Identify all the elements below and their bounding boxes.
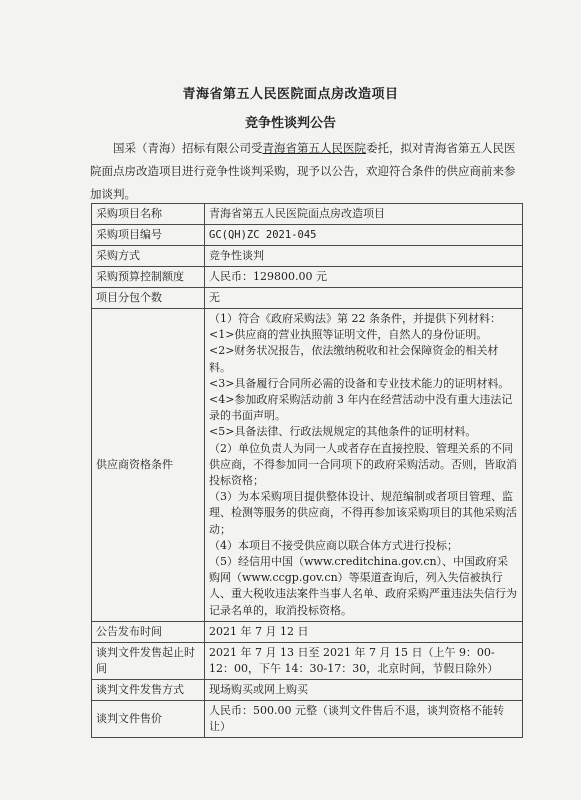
procurement-info-table	[91, 203, 523, 738]
row-value: GC(QH)ZC 2021-045	[205, 225, 523, 246]
qualification-line: （3）为本采购项目提供整体设计、规范编制或者项目管理、监理、检测等服务的供应商，不得再参加该采购项目的其他采购活动；	[209, 490, 517, 536]
row-value: 人民币：500.00 元整（谈判文件售后不退，谈判资格不能转让）	[205, 700, 523, 737]
row-value: 青海省第五人民医院面点房改造项目	[205, 204, 523, 225]
row-label: 采购方式	[92, 246, 205, 267]
row-label: 公告发布时间	[92, 621, 205, 642]
qualification-line: （2）单位负责人为同一人或者存在直接控股、管理关系的不同供应商，不得参加同一合同项下的政府采购活动。否则，皆取消投标资格；	[209, 441, 517, 488]
table-row	[92, 642, 523, 679]
qualification-line: <1>供应商的营业执照等证明文件，自然人的身份证明。	[209, 328, 488, 342]
qualification-list	[205, 309, 523, 622]
intro-text-2: 委托，拟对青海省第五人民医院面点房改造项目进行竞争性谈判采购，现予以公告，欢迎符合条件的供应商前来参加谈判。	[90, 141, 516, 201]
row-label: 项目分包个数	[92, 288, 205, 309]
buyer-name: 青海省第五人民医院	[262, 141, 366, 155]
table-row	[92, 621, 523, 642]
row-label: 采购项目编号	[92, 225, 205, 246]
document-title: 青海省第五人民医院面点房改造项目	[182, 87, 399, 102]
intro-paragraph	[90, 137, 520, 206]
table-row	[92, 225, 523, 246]
row-value: 现场购买或网上购买	[205, 679, 523, 700]
row-value: 无	[205, 288, 523, 309]
row-label: 采购预算控制额度	[92, 267, 205, 288]
qualification-line: （1）符合《政府采购法》第 22 条条件，并提供下列材料：	[209, 312, 501, 325]
qualification-line: （5）经信用中国（www.creditchina.gov.cn）、中国政府采购网（www.ccgp.gov.cn）等渠道查询后，列入失信被执行人、重大税收违法案件当事人名单、政府采购严重违法失信行为记录名单的，取消投标资格。	[209, 555, 517, 617]
document-subtitle: 竞争性谈判公告	[244, 116, 336, 131]
table-row	[92, 267, 523, 288]
table-row	[92, 679, 523, 700]
row-label: 谈判文件发售起止时间	[92, 642, 205, 679]
row-value: 人民币：129800.00 元	[205, 267, 523, 288]
table-row	[92, 700, 523, 737]
row-value: 2021 年 7 月 12 日	[205, 621, 523, 642]
table-row	[92, 246, 523, 267]
qualification-line: （4）本项目不接受供应商以联合体方式进行投标；	[209, 538, 458, 552]
table-row-qualification	[92, 309, 523, 622]
row-value: 竞争性谈判	[205, 246, 523, 267]
qualification-line: <5>具备法律、行政法规规定的其他条件的证明材料。	[209, 425, 477, 439]
row-label: 谈判文件售价	[92, 700, 205, 737]
qualification-line: <4>参加政府采购活动前 3 年内在经营活动中没有重大违法记录的书面声明。	[209, 393, 513, 423]
row-label: 谈判文件发售方式	[92, 679, 205, 700]
table-row	[92, 204, 523, 225]
qualification-line: <3>具备履行合同所必需的设备和专业技术能力的证明材料。	[209, 376, 510, 390]
row-value: 2021 年 7 月 13 日至 2021 年 7 月 15 日（上午 9：00-12：00，下午 14：30-17：30，北京时间，节假日除外）	[205, 642, 523, 679]
table-row	[92, 288, 523, 309]
row-label: 采购项目名称	[92, 204, 205, 225]
qualification-line: <2>财务状况报告，依法缴纳税收和社会保障资金的相关材料。	[209, 344, 499, 374]
intro-text-1: 国采（青海）招标有限公司受	[113, 141, 263, 155]
row-label: 供应商资格条件	[92, 309, 205, 622]
